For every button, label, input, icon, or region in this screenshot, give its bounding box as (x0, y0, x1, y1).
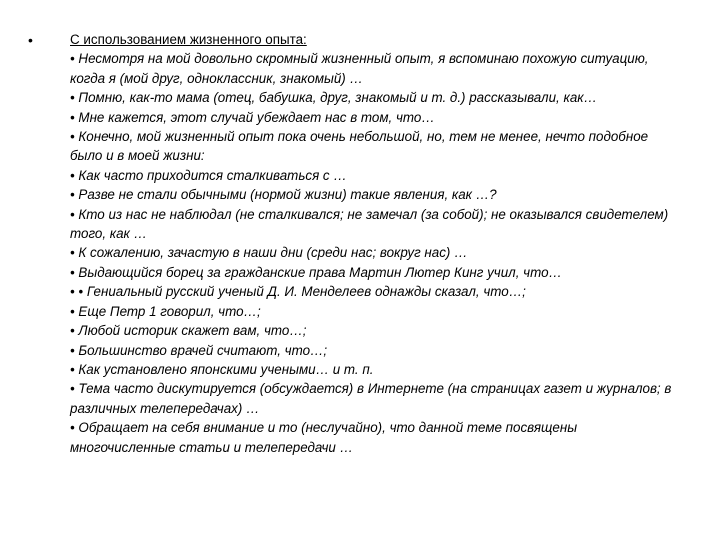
list-item: • • Гениальный русский ученый Д. И. Менделеев однажды сказал, что…; (70, 284, 526, 300)
list-item: • Большинство врачей считают, что…; (70, 342, 328, 358)
slide-content (70, 30, 680, 457)
list-item: • Разве не стали обычными (нормой жизни) такие явления, как …? (70, 187, 497, 203)
slide-heading: С использованием жизненного опыта: (70, 32, 307, 47)
bullet-marker: • (28, 32, 33, 48)
list-item: • Мне кажется, этот случай убеждает нас в том, что… (70, 109, 435, 125)
list-item: • Обращает на себя внимание и то (неслучайно), что данной теме посвящены многочисленные статьи и телепередачи … (70, 420, 578, 455)
list-item: • Кто из нас не наблюдал (не сталкивался; не замечал (за собой); не оказывался свидетелем) того, как … (70, 206, 669, 242)
list-item: • Тема часто дискутируется (обсуждается) в Интернете (на страницах газет и журналов; в различных телепередачах) … (70, 381, 672, 416)
list-item: • Как часто приходится сталкиваться с … (70, 167, 347, 183)
list-item: • Еще Петр 1 говорил, что…; (70, 303, 261, 319)
list-item: • Любой историк скажет вам, что…; (70, 323, 307, 339)
list-item: • Конечно, мой жизненный опыт пока очень небольшой, но, тем не менее, нечто подобное было и в моей жизни: (70, 129, 649, 164)
list-item: • К сожалению, зачастую в наши дни (среди нас; вокруг нас) … (70, 245, 468, 261)
list-item: • Выдающийся борец за гражданские права Мартин Лютер Кинг учил, что… (70, 264, 562, 280)
list-item: • Помню, как-то мама (отец, бабушка, друг, знакомый и т. д.) рассказывали, как… (70, 90, 597, 106)
list-item: • Несмотря на мой довольно скромный жизненный опыт, я вспоминаю похожую ситуацию, когда я (мой друг, одноклассник, знакомый) … (70, 51, 649, 86)
list-item: • Как установлено японскими учеными… и т. п. (70, 361, 374, 377)
